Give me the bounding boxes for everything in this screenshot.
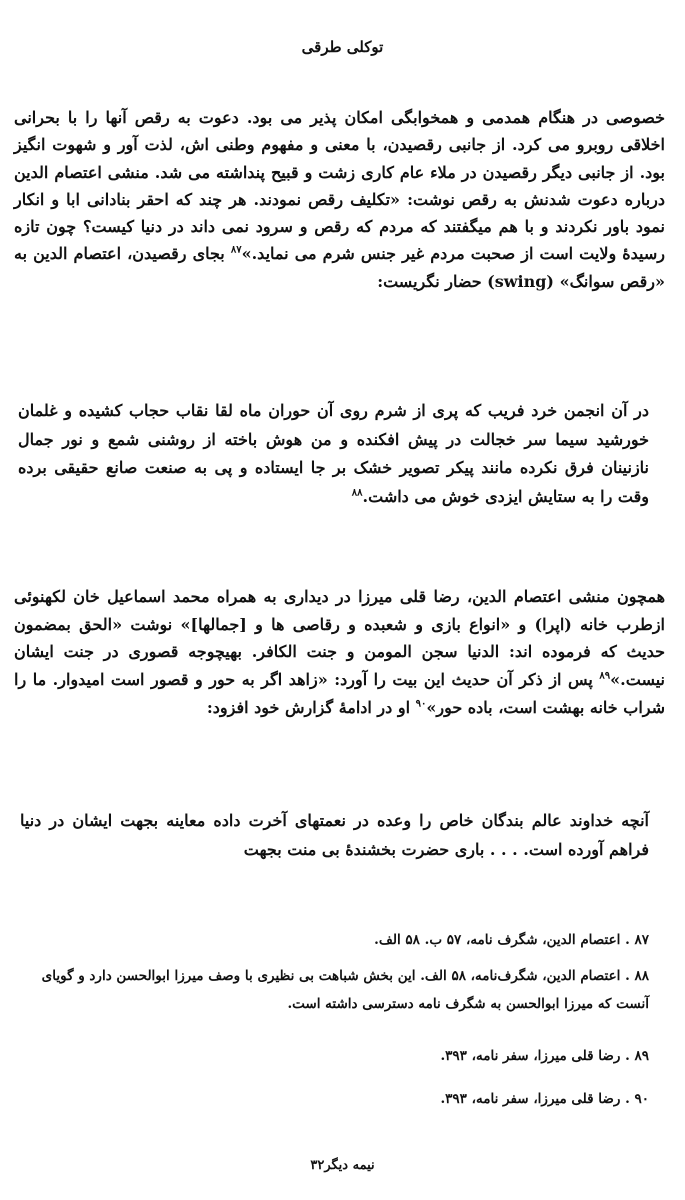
footnote-number: ۹۰ . (625, 1091, 649, 1107)
running-footer: نیمه دیگر۳۲ (310, 1158, 375, 1173)
footnote-89 (20, 1044, 649, 1069)
footnote-ref-89: ۸۹ (599, 670, 611, 682)
footnote-number: ۸۹ . (625, 1048, 649, 1064)
block-quote-2: آنچه خداوند عالم بندگان خاص را وعده در نعمتهای آخرت داده معاینه بجهت ایشان در دنیا فراهم آورده است. . . . باری حضرت بخشندهٔ بی منت بجهت (20, 811, 649, 859)
footnote-text: اعتصام الدین، شگرف‌نامه، ۵۸ الف. این بخش شباهت بی نظیری با وصف میرزا ابوالحسن دارد و گویای آنست که میرزا ابوالحسن به شگرف نامه دسترسی داشته است. (41, 968, 649, 1012)
footnote-number: ۸۷ . (625, 932, 649, 948)
footnote-ref-87: ۸۷ (230, 245, 242, 257)
paragraph-1-continuation: بجای رقصیدن، اعتصام الدین به «رقص سوانگ» (swing) حضار نگریست: (14, 244, 665, 291)
paragraph-1-text: خصوصی در هنگام همدمی و همخوابگی امکان پذیر می بود. دعوت به رقص آنها را با بحرانی اخلاقی روبرو می کرد. از جانبی رقصیدن، با معنی و مفهوم وطنی اش، لذت آور و شهوت انگیز بود. از جانبی دیگر رقصیدن در ملاء عام کاری زشت و قبیح پنداشته می شد. منشی اعتصام الدین درباره دعوت شدنش به رقص نوشت: «تکلیف رقص نمودند. هر چند که احقر بنادانی ابا و انکار نمود باور نکردند و با هم میگفتند که مردم که رقص و سرود نمی داند در دنیا کیست؟ چون تازه رسیدهٔ ولایت است از صحبت مردم غیر جنس شرم می نماید.» (14, 108, 666, 264)
footnote-text: رضا قلی میرزا، سفر نامه، ۳۹۳. (440, 1048, 621, 1064)
paragraph-2-text-a: همچون منشی اعتصام الدین، رضا قلی میرزا در دیداری به همراه محمد اسماعیل خان لکهنوئی ازطرب خانه (اپرا) و «انواع بازی و شعبده و رقاصی ها و [جمالها]» نوشت «الحق بمضمون حدیث که فرموده اند: الدنیا سجن المومن و جنت الکافر. بهیچوجه قصوری در جنت ایشان نیست.» (14, 587, 665, 690)
body-paragraph-1 (14, 104, 665, 295)
block-quote-1 (18, 397, 649, 511)
footnote-88 (20, 962, 649, 1018)
footnote-ref-90: ۹۰ (415, 698, 427, 710)
paragraph-2-text-c: او در ادامهٔ گزارش خود افزود: (206, 697, 416, 717)
footnote-text: اعتصام الدین، شگرف نامه، ۵۷ ب. ۵۸ الف. (374, 932, 621, 948)
footnote-90 (20, 1087, 649, 1112)
body-paragraph-2 (14, 583, 665, 722)
footnote-number: ۸۸ . (625, 968, 649, 984)
quote-1-text: در آن انجمن خرد فریب که پری از شرم روی آن حوران ماه لقا نقاب حجاب کشیده و غلمان خورشید سیما سر خجالت در پیش افکنده و من هوش باخته از روشنی شمع و نور جمال نازنینان فرق نکرده مانند پیکر تصویر خشک بر جا ایستاده و پی به صنعت صانع حقیقی برده وقت را به ستایش ایزدی خوش می داشت. (18, 401, 649, 506)
paragraph-2-text-b: پس از ذکر آن حدیث این بیت را آورد: «زاهد اگر به حور و قصور است امیدوار. ما را شراب خانه بهشت است، باده حور» (14, 670, 665, 717)
footnote-text: رضا قلی میرزا، سفر نامه، ۳۹۳. (440, 1091, 621, 1107)
footnote-87 (20, 928, 649, 953)
running-header: توکلی طرقی (301, 38, 384, 56)
footnote-ref-88: ۸۸ (351, 487, 363, 499)
